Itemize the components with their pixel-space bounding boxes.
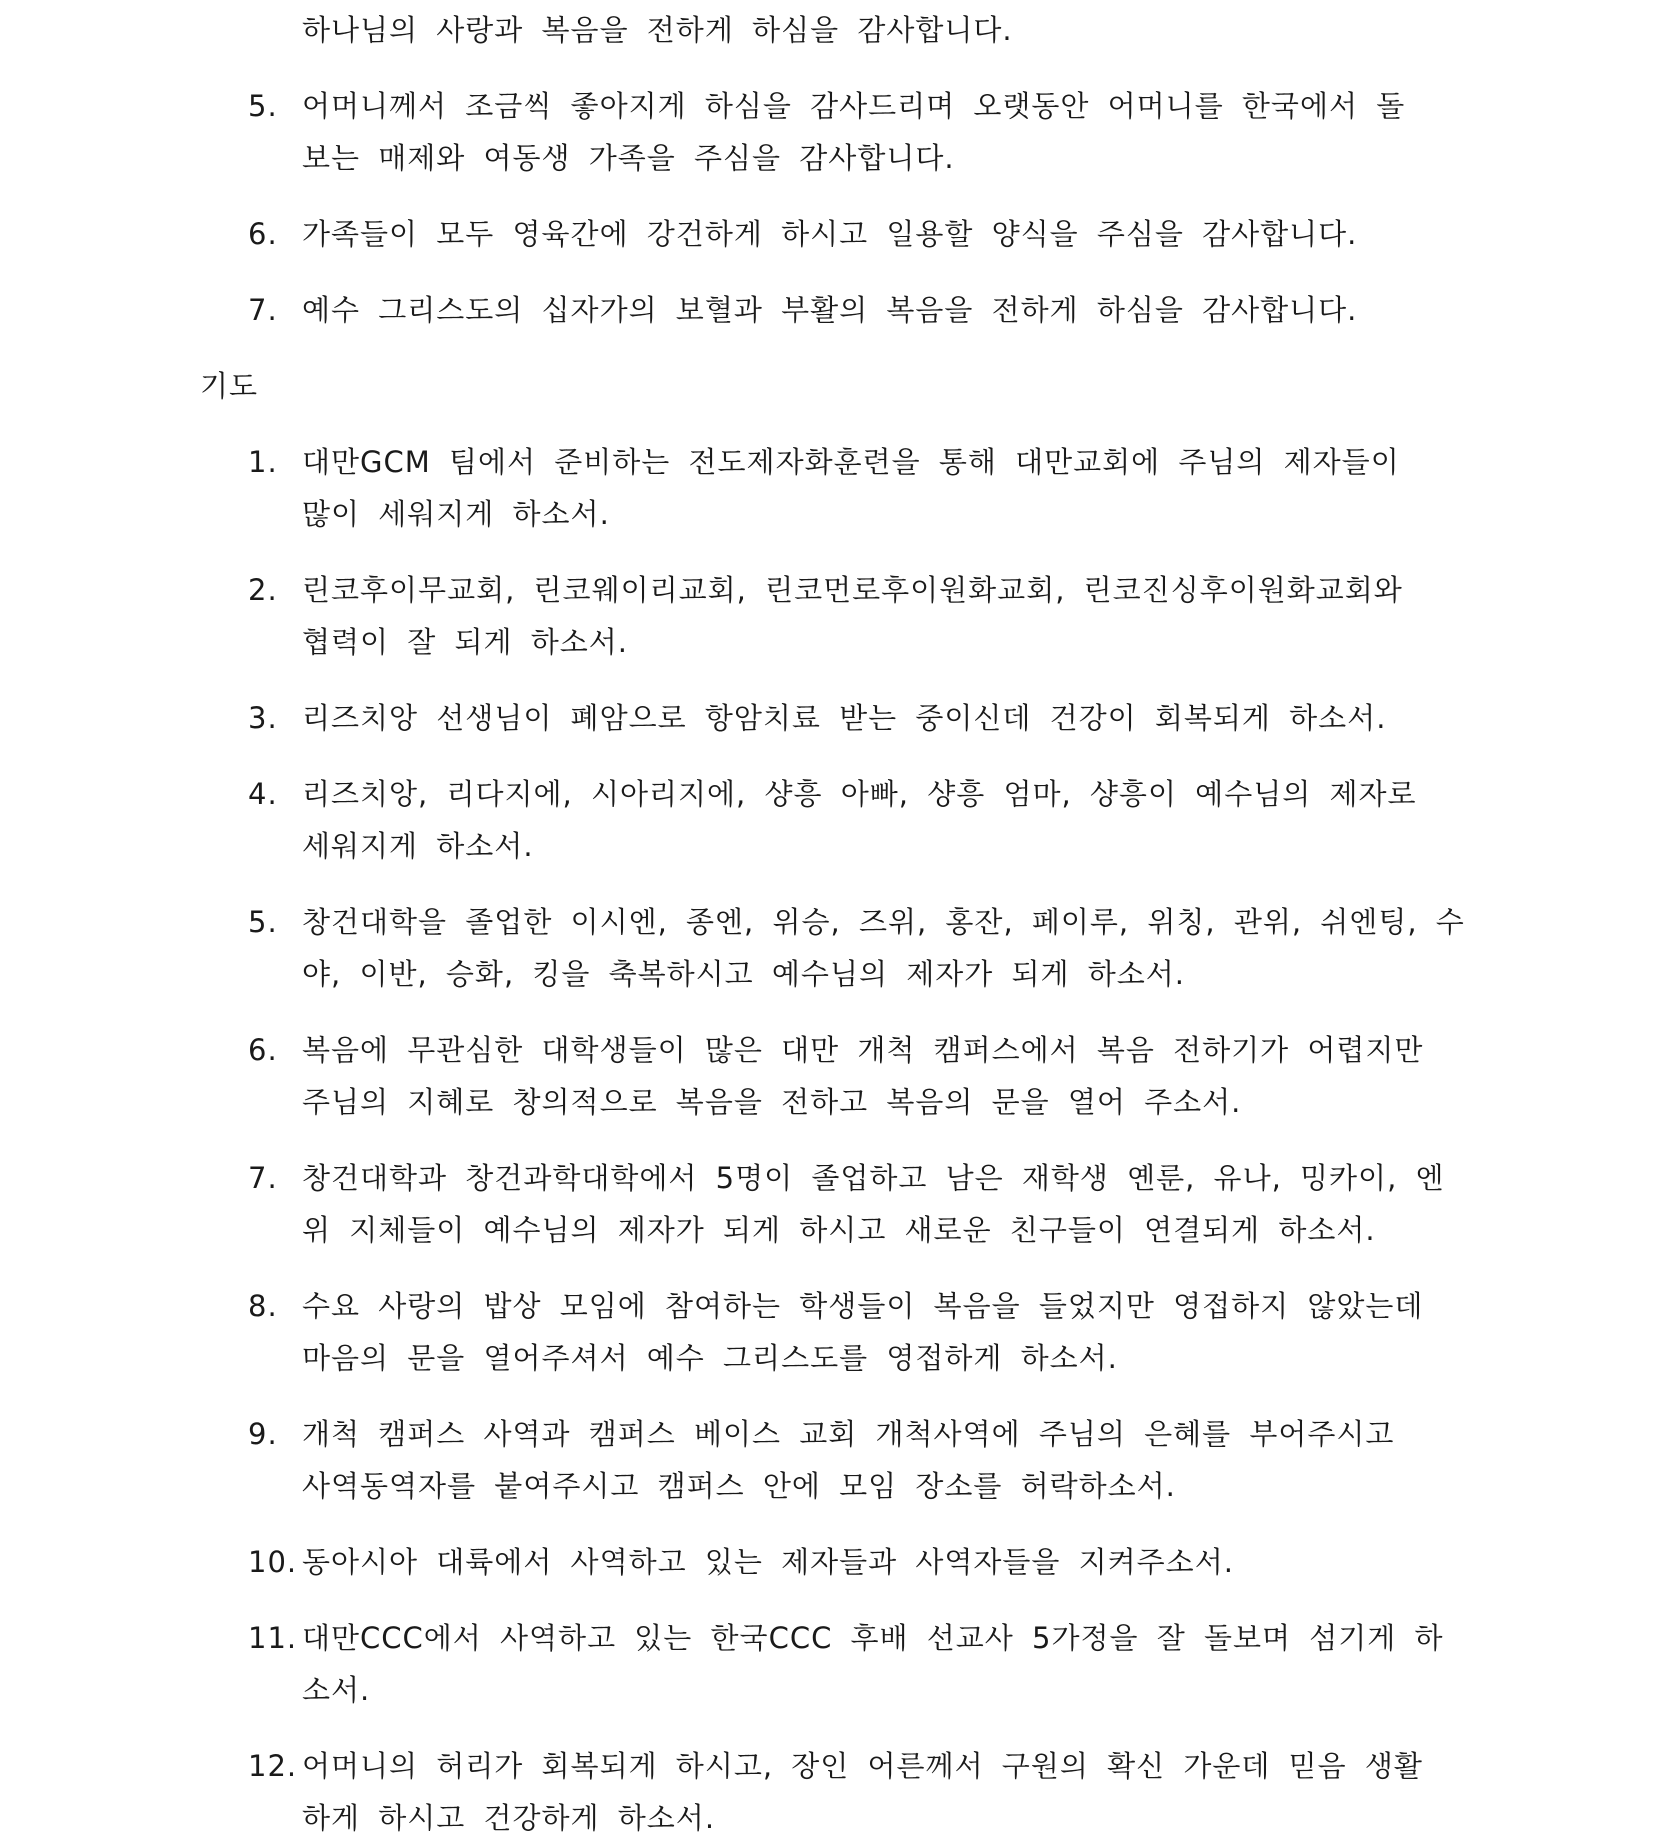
item-line: 복음에 무관심한 대학생들이 많은 대만 개척 캠퍼스에서 복음 전하기가 어렵지만 xyxy=(302,1033,1424,1067)
list-item xyxy=(0,436,1654,540)
item-line: 창건대학을 졸업한 이시엔, 종엔, 위승, 즈위, 홍잔, 페이루, 위칭, 관위, 쉬엔팅, 수 xyxy=(302,905,1465,939)
item-line: 주님의 지혜로 창의적으로 복음을 전하고 복음의 문을 열어 주소서. xyxy=(302,1085,1242,1119)
item-number: 3. xyxy=(248,701,278,735)
item-line: 수요 사랑의 밥상 모임에 참여하는 학생들이 복음을 들었지만 영접하지 않았는데 xyxy=(302,1289,1424,1323)
item-line: 위 지체들이 예수님의 제자가 되게 하시고 새로운 친구들이 연결되게 하소서. xyxy=(302,1213,1376,1247)
item-number: 5. xyxy=(248,89,278,123)
item-line: 예수 그리스도의 십자가의 보혈과 부활의 복음을 전하게 하심을 감사합니다. xyxy=(302,293,1358,327)
item-line: 리즈치앙, 리다지에, 시아리지에, 샹흥 아빠, 샹흥 엄마, 샹흥이 예수님의 제자로 xyxy=(302,777,1417,811)
list-item xyxy=(0,284,1654,336)
item-line: 어머니께서 조금씩 좋아지게 하심을 감사드리며 오랫동안 어머니를 한국에서 돌 xyxy=(302,89,1406,123)
thanks-continued xyxy=(0,4,1654,56)
item-line: 협력이 잘 되게 하소서. xyxy=(302,625,628,659)
item-line: 많이 세워지게 하소서. xyxy=(302,497,610,531)
list-item xyxy=(0,1536,1654,1588)
item-line: 대만GCM 팀에서 준비하는 전도제자화훈련을 통해 대만교회에 주님의 제자들이 xyxy=(302,445,1400,479)
list-item xyxy=(0,564,1654,668)
item-number: 4. xyxy=(248,777,278,811)
list-item xyxy=(0,80,1654,184)
item-line: 마음의 문을 열어주셔서 예수 그리스도를 영접하게 하소서. xyxy=(302,1341,1118,1375)
item-line: 하게 하시고 건강하게 하소서. xyxy=(302,1801,716,1835)
list-item xyxy=(0,692,1654,744)
item-line: 야, 이반, 승화, 킹을 축복하시고 예수님의 제자가 되게 하소서. xyxy=(302,957,1185,991)
list-item xyxy=(0,1152,1654,1256)
item-number: 8. xyxy=(248,1289,278,1323)
item-line: 사역동역자를 붙여주시고 캠퍼스 안에 모임 장소를 허락하소서. xyxy=(302,1469,1176,1503)
item-number: 11. xyxy=(248,1621,298,1655)
item-line: 가족들이 모두 영육간에 강건하게 하시고 일용할 양식을 주심을 감사합니다. xyxy=(302,217,1358,251)
item-number: 7. xyxy=(248,293,278,327)
item-line: 개척 캠퍼스 사역과 캠퍼스 베이스 교회 개척사역에 주님의 은혜를 부어주시고 xyxy=(302,1417,1395,1451)
list-item xyxy=(0,768,1654,872)
item-number: 5. xyxy=(248,905,278,939)
list-item xyxy=(0,1280,1654,1384)
list-item xyxy=(0,1408,1654,1512)
item-number: 2. xyxy=(248,573,278,607)
item-line: 동아시아 대륙에서 사역하고 있는 제자들과 사역자들을 지켜주소서. xyxy=(302,1545,1234,1579)
list-item xyxy=(0,4,1654,56)
item-number: 6. xyxy=(248,1033,278,1067)
item-line: 린코후이무교회, 린코웨이리교회, 린코먼로후이원화교회, 린코진싱후이원화교회와 xyxy=(302,573,1403,607)
item-line: 리즈치앙 선생님이 폐암으로 항암치료 받는 중이신데 건강이 회복되게 하소서. xyxy=(302,701,1387,735)
item-line: 세워지게 하소서. xyxy=(302,829,534,863)
list-item xyxy=(0,1740,1654,1844)
list-item xyxy=(0,208,1654,260)
prayer-list xyxy=(0,436,1654,1844)
item-number: 9. xyxy=(248,1417,278,1451)
item-number: 1. xyxy=(248,445,278,479)
item-line: 소서. xyxy=(302,1673,371,1707)
item-number: 10. xyxy=(248,1545,298,1579)
item-line: 보는 매제와 여동생 가족을 주심을 감사합니다. xyxy=(302,141,955,175)
item-line: 창건대학과 창건과학대학에서 5명이 졸업하고 남은 재학생 옌룬, 유나, 밍카이, 엔 xyxy=(302,1161,1445,1195)
list-item xyxy=(0,896,1654,1000)
item-line: 하나님의 사랑과 복음을 전하게 하심을 감사합니다. xyxy=(302,13,1013,47)
list-item xyxy=(0,1024,1654,1128)
item-number: 7. xyxy=(248,1161,278,1195)
item-number: 6. xyxy=(248,217,278,251)
section-heading: 기도 xyxy=(200,369,259,403)
item-number: 12. xyxy=(248,1749,298,1783)
list-item xyxy=(0,1612,1654,1716)
item-line: 어머니의 허리가 회복되게 하시고, 장인 어른께서 구원의 확신 가운데 믿음 생활 xyxy=(302,1749,1423,1783)
thanks-list xyxy=(0,80,1654,336)
item-line: 대만CCC에서 사역하고 있는 한국CCC 후배 선교사 5가정을 잘 돌보며 섬기게 하 xyxy=(302,1621,1444,1655)
